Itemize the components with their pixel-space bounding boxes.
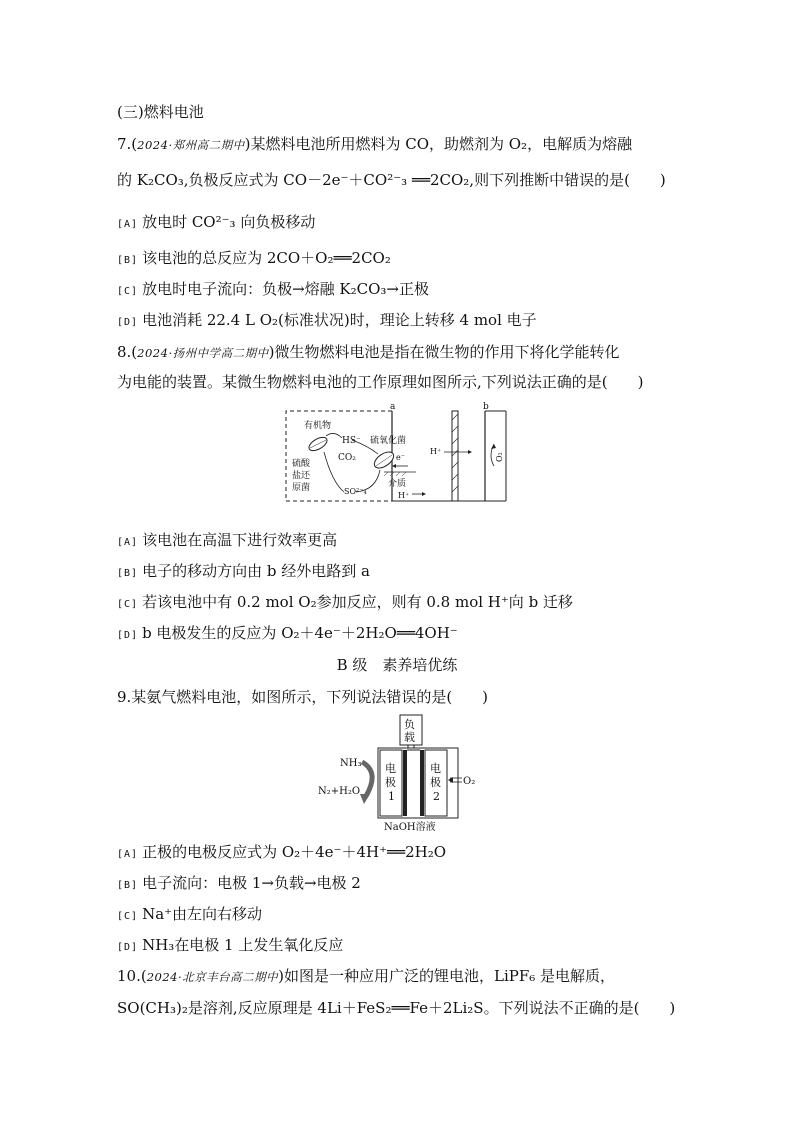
q8-stem-line2: 为电能的装置。某微生物燃料电池的工作原理如图所示,下列说法正确的是( ) — [117, 373, 644, 391]
label-so4: SO²⁻₄ — [344, 487, 367, 496]
label-e1-2: 极 — [385, 776, 396, 789]
option-letter: [D] — [117, 317, 139, 328]
q9-option-c[interactable] — [117, 904, 262, 927]
q10-number: 10.( — [117, 967, 147, 985]
option-letter: [C] — [117, 286, 139, 297]
q7-option-d[interactable] — [117, 310, 537, 333]
q8-option-c[interactable] — [117, 592, 573, 615]
label-o2-q9: O₂ — [463, 776, 476, 787]
q7-stem-line2: 的 K₂CO₃,负极反应式为 CO－2e⁻＋CO²⁻₃ ══2CO₂,则下列推断中错误的是( ) — [117, 171, 666, 189]
q10-stem-line2: SO(CH₃)₂是溶剂,反应原理是 4Li＋FeS₂══Fe＋2Li₂S。下列说法不正确的是( ) — [117, 999, 676, 1017]
option-letter: [B] — [117, 568, 139, 579]
option-text: 放电时 CO²⁻₃ 向负极移动 — [142, 213, 316, 231]
q8-number: 8.( — [117, 343, 138, 361]
q10-stem-rest: )如图是一种应用广泛的锂电池，LiPF₆ 是电解质， — [278, 967, 616, 985]
option-text: b 电极发生的反应为 O₂＋4e⁻＋2H₂O══4OH⁻ — [142, 624, 458, 642]
q7-source: 2024·郑州高二期中 — [137, 138, 245, 152]
option-text: 放电时电子流向：负极→熔融 K₂CO₃→正极 — [142, 280, 429, 298]
q9-option-a[interactable] — [117, 842, 446, 865]
label-e2-2: 极 — [430, 776, 441, 789]
curved-arrow-icon — [360, 794, 370, 804]
option-letter: [D] — [117, 942, 139, 953]
option-letter: [A] — [117, 219, 139, 230]
q9-stem: 9.某氨气燃料电池，如图所示，下列说法错误的是( ) — [117, 688, 489, 706]
label-nh3: NH₃ — [340, 758, 362, 769]
label-n2h2o: N₂+H₂O — [318, 786, 361, 797]
label-sulfur-bacteria: 硫氧化菌 — [370, 436, 407, 446]
label-load-1: 负 — [404, 718, 415, 731]
q9-ammonia-fuel-cell-figure — [316, 712, 478, 834]
label-sulfate-1: 硫酸 — [292, 459, 311, 469]
option-text: 电子的移动方向由 b 经外电路到 a — [142, 562, 370, 580]
level-b-heading: B 级 素养培优练 — [336, 656, 458, 674]
label-naoh: NaOH溶液 — [384, 822, 436, 833]
option-text: 该电池的总反应为 2CO＋O₂══2CO₂ — [142, 249, 391, 267]
option-letter: [C] — [117, 911, 139, 922]
option-letter: [B] — [117, 255, 139, 266]
q7-option-c[interactable] — [117, 279, 429, 302]
option-text: 若该电池中有 0.2 mol O₂参加反应，则有 0.8 mol H⁺向 b 迁移 — [142, 593, 573, 611]
q8-stem-line1 — [117, 342, 619, 363]
q9-option-d[interactable] — [117, 935, 343, 958]
membrane-right — [420, 750, 424, 816]
q10-source: 2024·北京丰台高二期中 — [146, 970, 279, 984]
label-b: b — [483, 402, 489, 412]
label-electron: e⁻ — [396, 453, 405, 462]
q8-stem-rest: )微生物燃料电池是指在微生物的作用下将化学能转化 — [268, 343, 620, 361]
section-title: (三)燃料电池 — [117, 103, 204, 121]
option-text: 电池消耗 22.4 L O₂(标准状况)时，理论上转移 4 mol 电子 — [142, 311, 537, 329]
q8-option-d[interactable] — [117, 623, 458, 646]
q10-stem-line1 — [117, 966, 615, 987]
option-text: 该电池在高温下进行效率更高 — [142, 531, 338, 549]
q8-option-a[interactable] — [117, 530, 337, 553]
label-e2-3: 2 — [433, 790, 440, 803]
option-letter: [C] — [117, 599, 139, 610]
q7-option-a[interactable] — [117, 212, 315, 235]
q8-microbial-fuel-cell-figure — [284, 400, 514, 504]
label-e1-3: 1 — [388, 790, 395, 803]
label-a: a — [390, 402, 396, 412]
label-e1-1: 电 — [385, 762, 396, 775]
label-sulfate-3: 原菌 — [292, 483, 311, 493]
option-letter: [D] — [117, 630, 139, 641]
label-e2-1: 电 — [430, 762, 441, 775]
option-letter: [B] — [117, 880, 139, 891]
q7-stem-rest: )某燃料电池所用燃料为 CO，助燃剂为 O₂，电解质为熔融 — [244, 135, 633, 153]
option-text: 正极的电极反应式为 O₂＋4e⁻＋4H⁺══2H₂O — [142, 843, 447, 861]
q7-option-b[interactable] — [117, 248, 391, 271]
option-text: Na⁺由左向右移动 — [142, 905, 263, 923]
option-text: 电子流向：电极 1→负载→电极 2 — [142, 874, 361, 892]
label-hs: HS⁻ — [342, 436, 361, 446]
label-load-2: 载 — [404, 731, 415, 744]
q8-source: 2024·扬州中学高二期中 — [137, 346, 269, 360]
membrane-left — [403, 750, 407, 816]
label-medium: 介质 — [388, 479, 407, 489]
label-co2: CO₂ — [338, 453, 356, 463]
option-letter: [A] — [117, 849, 139, 860]
option-text: NH₃在电极 1 上发生氧化反应 — [142, 936, 344, 954]
label-hplus-1: H⁺ — [398, 491, 410, 500]
label-hplus-2: H⁺ — [430, 447, 442, 456]
membrane — [452, 411, 458, 501]
option-letter: [A] — [117, 537, 139, 548]
q7-stem-line1 — [117, 134, 632, 155]
q7-number: 7.( — [117, 135, 138, 153]
q9-option-b[interactable] — [117, 873, 361, 896]
label-sulfate-2: 盐还 — [292, 471, 311, 481]
label-o2: O₂ — [495, 452, 504, 462]
q8-option-b[interactable] — [117, 561, 370, 584]
label-organic: 有机物 — [304, 421, 332, 431]
